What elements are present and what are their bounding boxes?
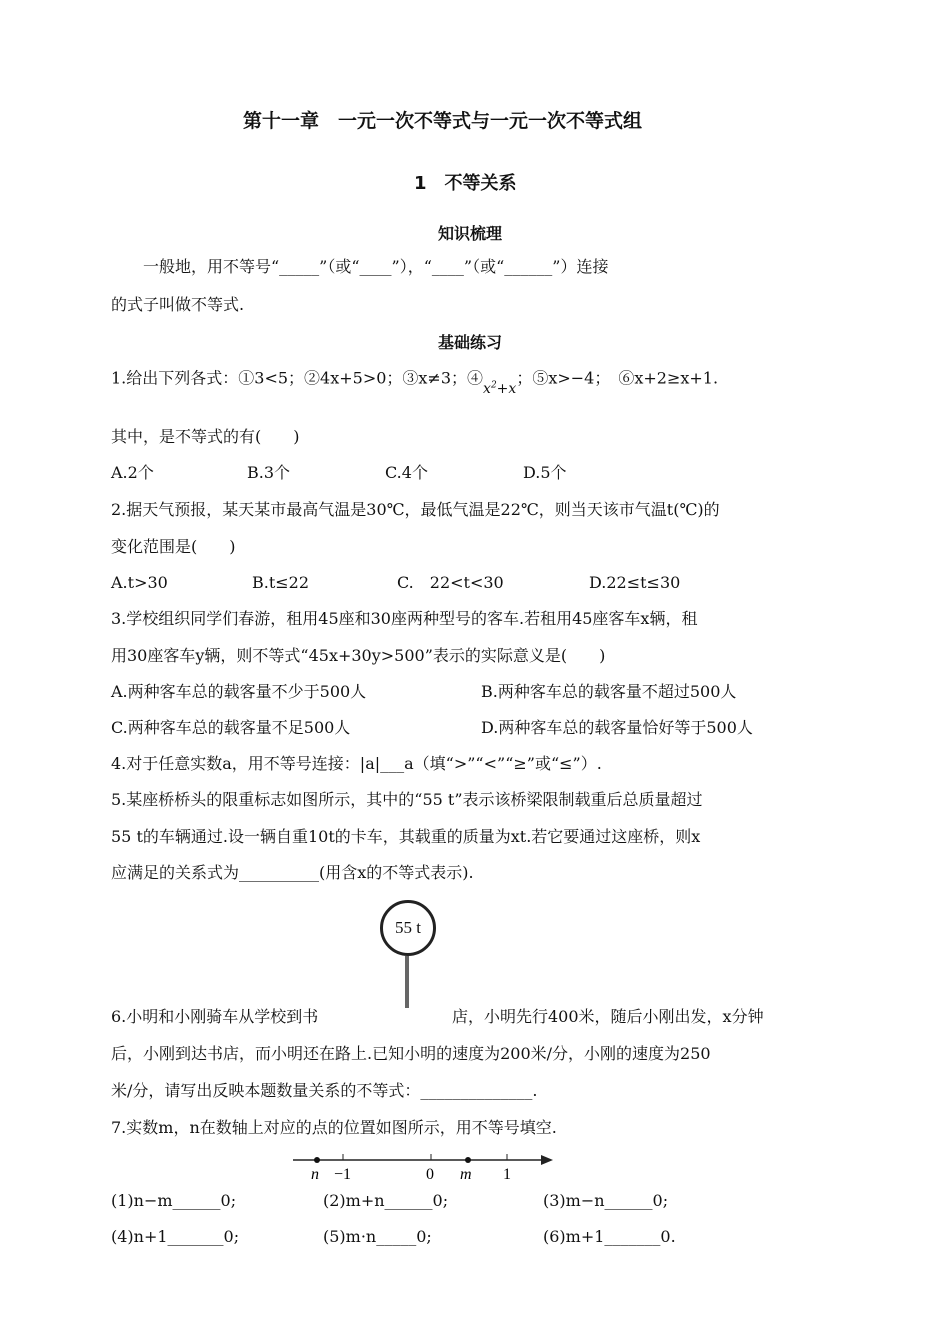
label-1: 1: [503, 1166, 511, 1183]
question-1-stem: [111, 366, 719, 397]
weight-limit-sign: [380, 900, 440, 1010]
label-0: 0: [426, 1166, 434, 1183]
question-7-item-1: (1)n−m______0;: [111, 1191, 237, 1210]
question-6-line-1a: 6.小明和小刚骑车从学校到书: [111, 1007, 319, 1026]
question-7-item-2: (2)m+n______0;: [323, 1191, 449, 1210]
question-1-stem-b: ；⑤x>−4； ⑥x+2≥x+1.: [516, 368, 719, 388]
math-base: x: [483, 380, 491, 397]
question-3-line-1: 3.学校组织同学们春游，租用45座和30座两种型号的客车.若租用45座客车x辆，租: [111, 609, 698, 628]
section-title: 1 不等关系: [414, 173, 517, 194]
knowledge-heading: 知识梳理: [438, 224, 503, 243]
label-minus-1: −1: [334, 1166, 352, 1183]
knowledge-line-2: 的式子叫做不等式.: [111, 295, 245, 314]
question-7-item-5: (5)m·n_____0;: [323, 1227, 432, 1246]
question-2-line-1: 2.据天气预报，某天某市最高气温是30℃，最低气温是22℃，则当天该市气温t(℃)的: [111, 500, 720, 519]
question-1-option-c: C.4个: [385, 463, 428, 482]
question-2-option-a: A.t>30: [111, 573, 168, 592]
knowledge-line-1: 一般地，用不等号“_____”（或“____”），“____”（或“______”）连接: [143, 257, 609, 276]
question-2-option-c: C. 22<t<30: [397, 573, 504, 592]
question-7-item-4: (4)n+1_______0;: [111, 1227, 240, 1246]
question-2-option-d: D.22≤t≤30: [589, 573, 681, 592]
question-2-line-2: 变化范围是( ): [111, 537, 236, 556]
point-n: [314, 1157, 320, 1163]
question-5-line-2: 55 t的车辆通过.设一辆自重10t的卡车，其载重的质量为xt.若它要通过这座桥，则x: [111, 827, 701, 846]
question-7-line-1: 7.实数m，n在数轴上对应的点的位置如图所示，用不等号填空.: [111, 1118, 557, 1137]
sign-text: 55 t: [395, 918, 421, 937]
math-exponent: 2: [490, 380, 497, 390]
number-line: [285, 1148, 565, 1188]
label-n: n: [311, 1166, 319, 1183]
question-6-line-3: 米/分，请写出反映本题数量关系的不等式：______________.: [111, 1081, 538, 1100]
question-5-line-1: 5.某座桥桥头的限重标志如图所示，其中的“55 t”表示该桥梁限制载重后总质量超过: [111, 790, 703, 809]
question-3-option-a: A.两种客车总的载客量不少于500人: [111, 682, 367, 701]
question-1-option-b: B.3个: [247, 463, 291, 482]
question-4-line-1: 4.对于任意实数a，用不等号连接：|a|___a（填“>”“<”“≥”或“≤”）.: [111, 754, 602, 773]
question-1-stem-c: 其中，是不等式的有( ): [111, 427, 300, 446]
question-6-line-1b: 店，小明先行400米，随后小刚出发，x分钟: [452, 1007, 764, 1026]
question-2-option-b: B.t≤22: [252, 573, 310, 592]
label-m: m: [460, 1166, 472, 1183]
arrow-icon: [541, 1155, 553, 1165]
question-5-line-3: 应满足的关系式为__________(用含x的不等式表示).: [111, 863, 474, 882]
sign-circle: [380, 900, 436, 956]
question-3-option-c: C.两种客车总的载客量不足500人: [111, 718, 351, 737]
question-7-item-3: (3)m−n______0;: [543, 1191, 669, 1210]
point-m: [465, 1157, 471, 1163]
question-1-option-d: D.5个: [523, 463, 567, 482]
question-1-option-a: A.2个: [111, 463, 154, 482]
practice-heading: 基础练习: [438, 333, 503, 352]
question-3-option-d: D.两种客车总的载客量恰好等于500人: [481, 718, 753, 737]
question-1-stem-a: 1.给出下列各式：①3<5；②4x+5>0；③x≠3；④: [111, 368, 484, 388]
math-rest: +x: [496, 380, 517, 397]
question-3-line-2: 用30座客车y辆，则不等式“45x+30y>500”表示的实际意义是( ): [111, 646, 606, 665]
question-7-item-6: (6)m+1_______0.: [543, 1227, 676, 1246]
question-3-option-b: B.两种客车总的载客量不超过500人: [481, 682, 737, 701]
question-6-line-2: 后，小刚到达书店，而小明还在路上.已知小明的速度为200米/分，小刚的速度为250: [111, 1044, 711, 1063]
question-1-expression: [483, 381, 516, 397]
sign-pole: [405, 956, 409, 1008]
chapter-title: 第十一章 一元一次不等式与一元一次不等式组: [243, 110, 643, 132]
